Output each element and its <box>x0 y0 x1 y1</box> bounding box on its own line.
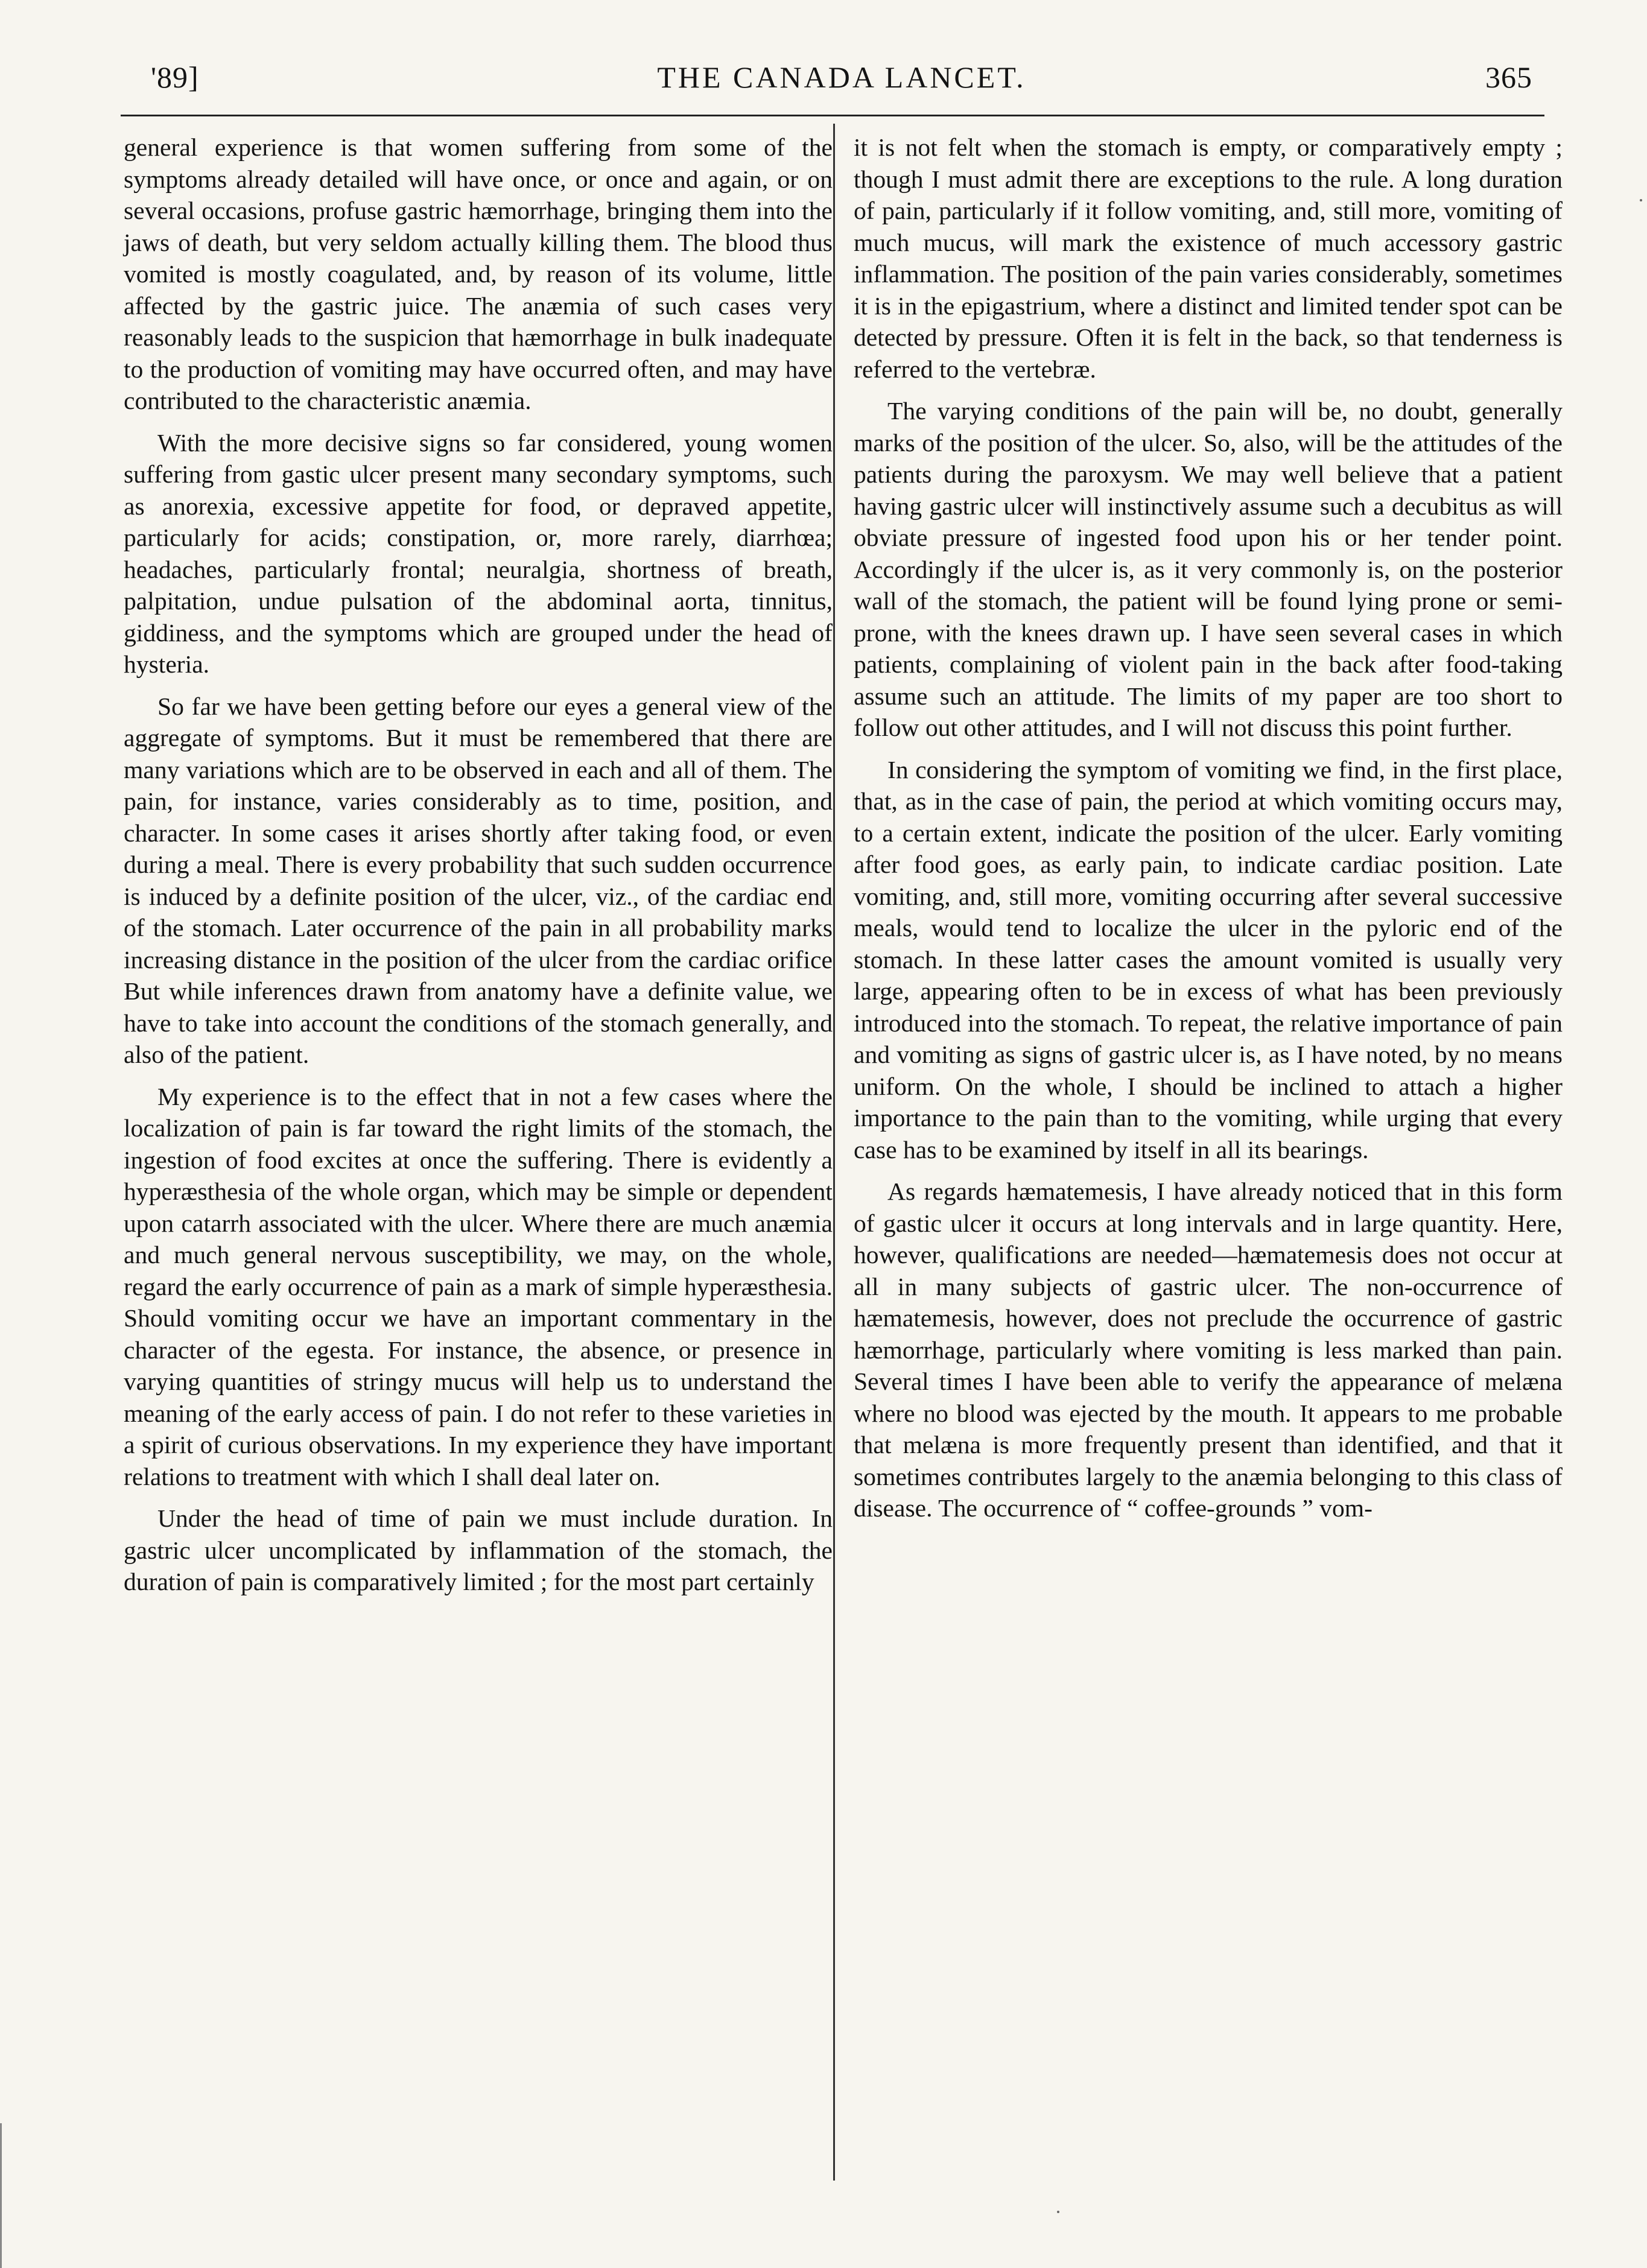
paragraph: As regards hæmatemesis, I have already noticed that in this form of gastic ulcer it occurs at long intervals and in large quantity. Here, however, qualifications are needed—hæmatemesis does not occur at all in many subjects of gastric ulcer. The non-occurrence of hæmatemesis, however, does not preclude the occurrence of gastric hæmorrhage, particularly where vomiting is less marked than pain. Several times I have been able to verify the appearance of melæna where no blood was ejected by the mouth. It appears to me probable that melæna is more frequently present than identified, and that it sometimes contributes largely to the anæmia belonging to this class of disease. The occurrence of “ coffee-grounds ” vom- <box>854 1177 1563 1522</box>
scan-speck <box>1640 199 1642 201</box>
right-column <box>854 131 1563 1524</box>
page-number: 365 <box>1485 60 1532 94</box>
paragraph: My experience is to the effect that in not a few cases where the localization of pain is far toward the right limits of the stomach, the ingestion of food excites at once the suffering. There is evidently a hyperæsthesia of the whole organ, which may be simple or dependent upon catarrh associated with the ulcer. Where there are much anæmia and much general nervous susceptibility, we may, on the whole, regard the early occurrence of pain as a mark of simple hyperæsthesia. Should vomiting occur we have an important commentary in the character of the egesta. For instance, the absence, or presence in varying quantities of stringy mucus will help us to understand the meaning of the early access of pain. I do not refer to these varieties in a spirit of curious observations. In my experience they have important relations to treatment with which I shall deal later on. <box>124 1082 833 1490</box>
left-column <box>124 131 833 1598</box>
running-header <box>151 59 1532 107</box>
scan-edge-mark <box>0 2123 2 2268</box>
paragraph: In considering the symptom of vomiting we find, in the first place, that, as in the case of pain, the period at which vomiting occurs may, to a certain extent, indicate the position of the ulcer. Early vomiting after food goes, as early pain, to indicate cardiac position. Late vomiting, and, still more, vomiting occurring after several successive meals, would tend to localize the ulcer in the pyloric end of the stomach. In these latter cases the amount vomited is usually very large, appearing often to be in excess of what has been previously introduced into the stomach. To repeat, the relative importance of pain and vomiting as signs of gastric ulcer is, as I have noted, by no means uniform. On the whole, I should be inclined to attach a higher importance to the pain than to the vomiting, while urging that every case has to be examined by itself in all its bearings. <box>854 755 1563 1164</box>
paragraph: The varying conditions of the pain will be, no doubt, generally marks of the position of the ulcer. So, also, will be the attitudes of the patients during the paroxysm. We may well believe that a patient having gastric ulcer will instinctively assume such a decubitus as will obviate pressure of ingested food upon his or her tender point. Accordingly if the ulcer is, as it very commonly is, on the posterior wall of the stomach, the patient will be found lying prone or semi-prone, with the knees drawn up. I have seen several cases in which patients, complaining of violent pain in the back after food-taking assume such an attitude. The limits of my paper are too short to follow out other attitudes, and I will not discuss this point further. <box>854 397 1563 741</box>
paragraph: Under the head of time of pain we must include duration. In gastric ulcer uncomplicated by inflammation of the stomach, the duration of pain is comparatively limited ; for the most part certainly <box>124 1504 833 1595</box>
header-rule <box>121 115 1544 116</box>
paragraph: it is not felt when the stomach is empty, or comparatively empty ; though I must admit there are exceptions to the rule. A long duration of pain, particularly if it follow vomiting, and, still more, vomiting of much mucus, will mark the existence of much accessory gastric inflammation. The position of the pain varies considerably, sometimes it is in the epigastrium, where a distinct and limited tender spot can be detected by pressure. Often it is felt in the back, so that tenderness is referred to the vertebræ. <box>854 133 1563 383</box>
column-divider <box>833 124 835 2181</box>
paragraph: general experience is that women suffering from some of the symptoms already detailed will have once, or once and again, or on several occasions, profuse gastric hæmorrhage, bringing them into the jaws of death, but very seldom actually killing them. The blood thus vomited is mostly coagulated, and, by reason of its volume, little affected by the gastric juice. The anæmia of such cases very reasonably leads to the suspicion that hæmorrhage in bulk inadequate to the production of vomiting may have occurred often, and may have contributed to the characteristic anæmia. <box>124 133 833 414</box>
paragraph: With the more decisive signs so far considered, young women suffering from gastic ulcer present many secondary symptoms, such as anorexia, excessive appetite for food, or depraved appetite, particularly for acids; constipation, or, more rarely, diarrhœa; headaches, particularly frontal; neuralgia, shortness of breath, palpitation, undue pulsation of the abdominal aorta, tinnitus, giddiness, and the symptoms which are grouped under the head of hysteria. <box>124 428 833 678</box>
scan-speck <box>1057 2211 1059 2213</box>
paragraph: So far we have been getting before our eyes a general view of the aggregate of symptoms. But it must be remembered that there are many variations which are to be observed in each and all of them. The pain, for instance, varies considerably as to time, position, and character. In some cases it arises shortly after taking food, or even during a meal. There is every probability that such sudden occurrence is induced by a definite position of the ulcer, viz., of the cardiac end of the stomach. Later occurrence of the pain in all probability marks increasing distance in the position of the ulcer from the cardiac orifice But while inferences drawn from anatomy have a definite value, we have to take into account the conditions of the stomach generally, and also of the patient. <box>124 692 833 1068</box>
journal-title: THE CANADA LANCET. <box>657 60 1026 94</box>
header-year: '89] <box>151 60 199 94</box>
